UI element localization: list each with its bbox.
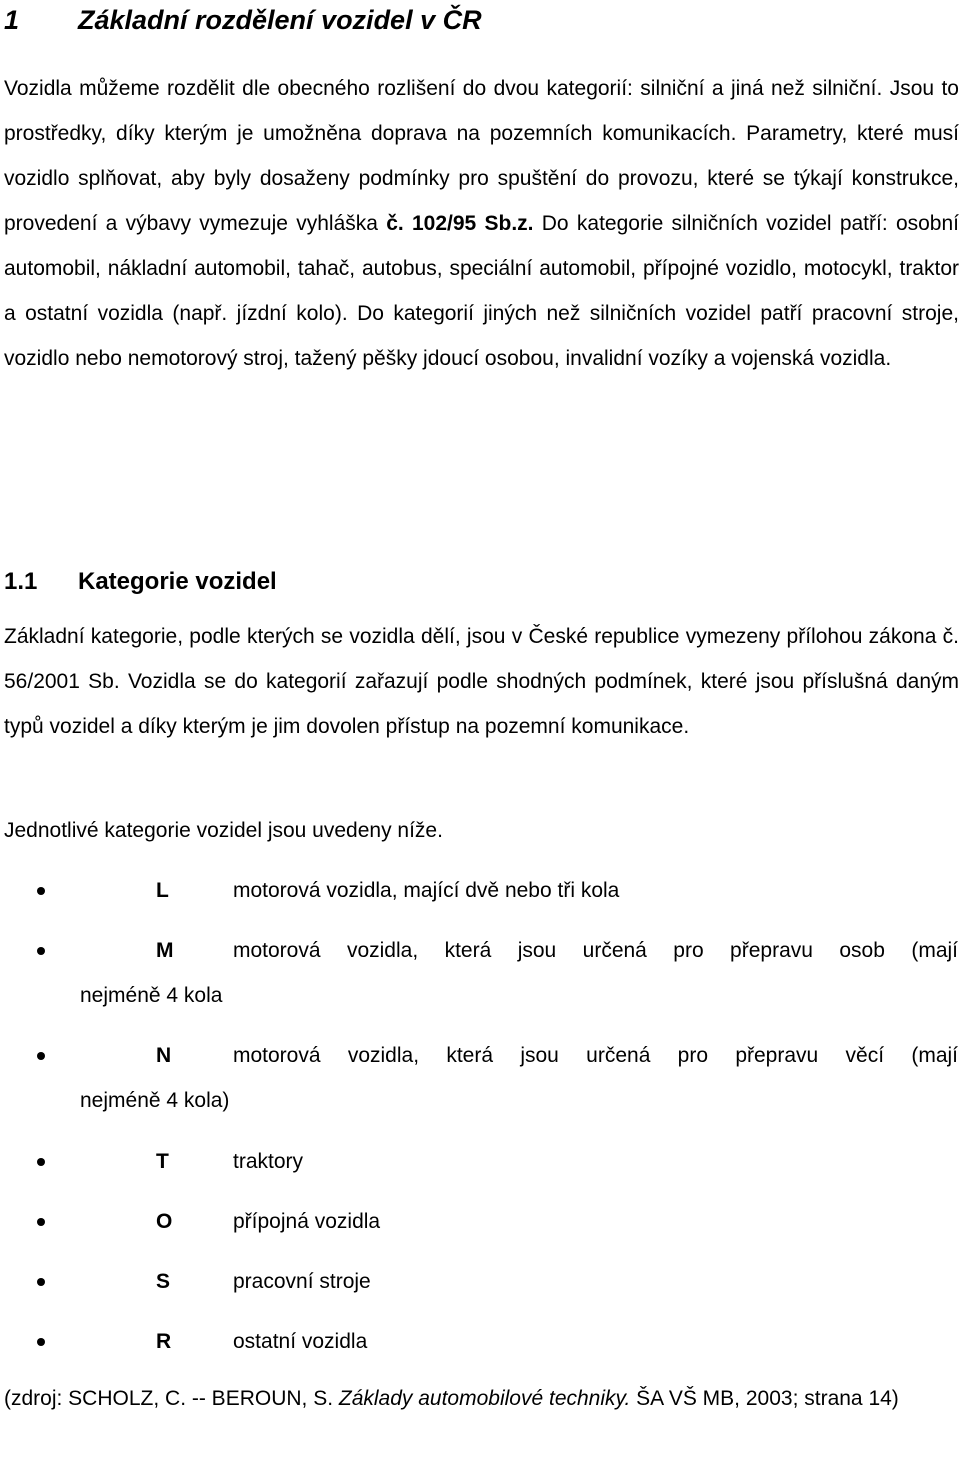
- bullet-icon: [37, 1052, 45, 1060]
- bullet-icon: [37, 947, 45, 955]
- category-desc: pracovní stroje: [233, 1270, 371, 1293]
- intro-paragraph: [4, 66, 959, 381]
- chapter-number: 1: [4, 5, 20, 35]
- category-code: N: [156, 1044, 172, 1067]
- category-code: R: [156, 1330, 172, 1353]
- bullet-icon: [37, 1338, 45, 1346]
- bullet-icon: [37, 1158, 45, 1166]
- category-code: S: [156, 1270, 171, 1293]
- section-title: Kategorie vozidel: [78, 568, 277, 595]
- category-desc: traktory: [233, 1150, 304, 1173]
- list-lead-text: Jednotlivé kategorie vozidel jsou uvedeny níže.: [4, 819, 443, 842]
- intro-regulation-ref: č. 102/95 Sb.z.: [386, 212, 534, 235]
- category-desc: přípojná vozidla: [233, 1210, 381, 1233]
- category-code: T: [156, 1150, 169, 1173]
- chapter-title: Základní rozdělení vozidel v ČR: [78, 5, 482, 35]
- section-heading: [4, 564, 277, 600]
- category-desc-continued: nejméně 4 kola: [80, 984, 223, 1007]
- category-desc: motorová vozidla, která jsou určená pro přepravu osob (mají: [233, 939, 958, 962]
- category-code: M: [156, 939, 174, 962]
- category-desc: motorová vozidla, mající dvě nebo tři kola: [233, 879, 620, 902]
- section-number: 1.1: [4, 568, 38, 595]
- intro-text-1: Vozidla můžeme rozdělit dle obecného rozlišení do dvou kategorií: silniční a jiná než silniční. Jsou to prostředky, díky kterým je umožněna doprava na pozemních komunikacích. Parametry, které musí vozidlo splňovat, aby byly dosaženy podmínky pro spuštění do provozu, které se týkají konstrukce, provedení a výbavy vymezuje vyhláška: [4, 77, 959, 235]
- category-code: O: [156, 1210, 173, 1233]
- bullet-icon: [37, 1218, 45, 1226]
- bullet-icon: [37, 1278, 45, 1286]
- categories-paragraph: Základní kategorie, podle kterých se vozidla dělí, jsou v České republice vymezeny přílohou zákona č. 56/2001 Sb. Vozidla se do kategorií zařazují podle shodných podmínek, které jsou příslušná daným typů vozidel a díky kterým je jim dovolen přístup na pozemní komunikace.: [4, 625, 959, 738]
- citation-title: Základy automobilové techniky.: [338, 1387, 631, 1410]
- intro-text-2: Do kategorie silničních vozidel patří: osobní automobil, nákladní automobil, tahač, autobus, speciální automobil, přípojné vozidlo, motocykl, traktor a ostatní vozidla (např. jízdní kolo). Do kategorií jiných než silničních vozidel patří pracovní stroje, vozidlo nebo nemotorový stroj, tažený pěšky jdoucí osobou, invalidní vozíky a vojenská vozidla.: [4, 212, 960, 370]
- citation-authors: (zdroj: SCHOLZ, C. -- BEROUN, S.: [4, 1387, 339, 1410]
- category-desc: ostatní vozidla: [233, 1330, 368, 1353]
- category-code: L: [156, 879, 169, 902]
- bullet-icon: [37, 887, 45, 895]
- category-desc-continued: nejméně 4 kola): [80, 1089, 230, 1112]
- citation-publisher: ŠA VŠ MB, 2003; strana 14): [630, 1387, 899, 1410]
- category-desc: motorová vozidla, která jsou určená pro přepravu věcí (mají: [233, 1044, 958, 1067]
- chapter-heading: [4, 2, 482, 38]
- source-citation: [4, 1376, 959, 1421]
